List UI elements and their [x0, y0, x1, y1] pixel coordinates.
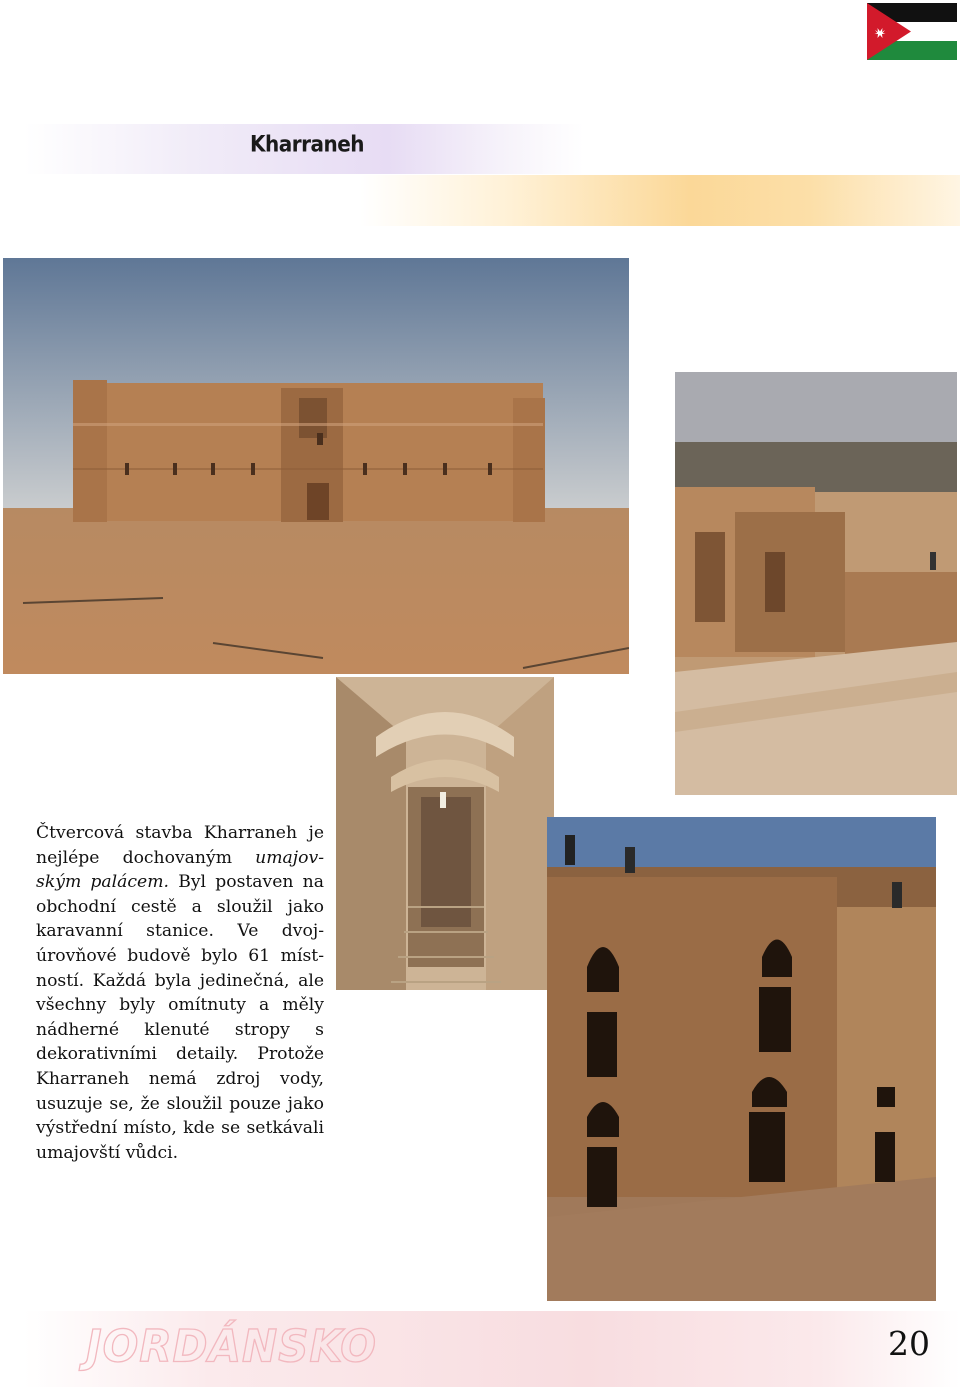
photo-courtyard-walls: [547, 817, 936, 1301]
paragraph-text-rest: Byl postaven na obchodní cestě a sloužil jako karavanní stanice. Ve dvojúrovňové budově bylo 61 místností. Každá byla jedinečná, ale všechny byly omítnuty a měly nádherné klenuté stropy s dekorativními detaily. Protože Kharraneh nemá zdroj vody, usuzuje se, že sloužil pouze jako výstřední místo, kde se setkávali umajovští vůdci.: [36, 872, 324, 1163]
photo-castle-exterior: [3, 258, 629, 674]
footer-title: JORDÁNSKO: [86, 1320, 378, 1373]
page-title: Kharraneh: [250, 130, 364, 158]
paragraph-text-start: Čtvercová stavba Kharraneh je nejlépe dochovaným: [36, 823, 324, 868]
article-paragraph: [36, 821, 324, 1165]
page-number: 20: [888, 1324, 930, 1363]
photo-vaulted-corridor: [336, 677, 554, 990]
jordan-flag-icon: [867, 3, 957, 60]
paragraph-emphasis: umajovským palácem.: [36, 847, 324, 893]
header-band-bottom: [360, 175, 960, 226]
photo-ruins-aerial: [675, 372, 957, 795]
